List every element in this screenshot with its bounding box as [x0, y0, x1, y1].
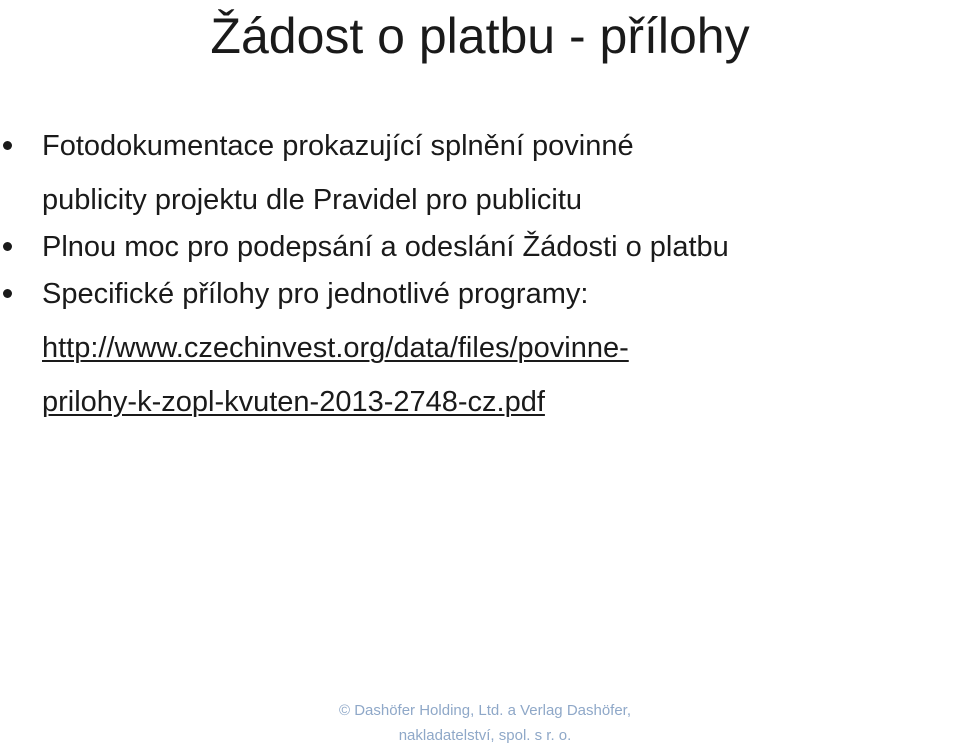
bullet-item-specific-attachments	[0, 280, 955, 416]
bullet-dot-icon	[3, 141, 12, 150]
attachments-link-line-1[interactable]: http://www.czechinvest.org/data/files/povinne-	[42, 332, 629, 364]
bullet-dot-icon	[3, 242, 12, 251]
bullet-item-photo-documentation	[0, 132, 955, 214]
bullet-text-line: publicity projektu dle Pravidel pro publicitu	[42, 184, 583, 216]
footer-copyright-line-2: nakladatelství, spol. s r. o.	[398, 727, 572, 744]
bullet-text-line: Fotodokumentace prokazující splnění povinné	[42, 130, 634, 162]
bullet-text-line: Specifické přílohy pro jednotlivé programy:	[42, 278, 589, 310]
bullet-list	[0, 132, 955, 435]
bullet-item-power-of-attorney	[0, 233, 955, 261]
attachments-link-line-2[interactable]: prilohy-k-zopl-kvuten-2013-2748-cz.pdf	[42, 386, 545, 418]
slide-title: Žádost o platbu - přílohy	[210, 8, 750, 64]
footer-copyright-line-1: © Dashöfer Holding, Ltd. a Verlag Dashöfer,	[338, 702, 632, 719]
bullet-text-line: Plnou moc pro podepsání a odeslání Žádosti o platbu	[42, 231, 729, 263]
bullet-dot-icon	[3, 289, 12, 298]
